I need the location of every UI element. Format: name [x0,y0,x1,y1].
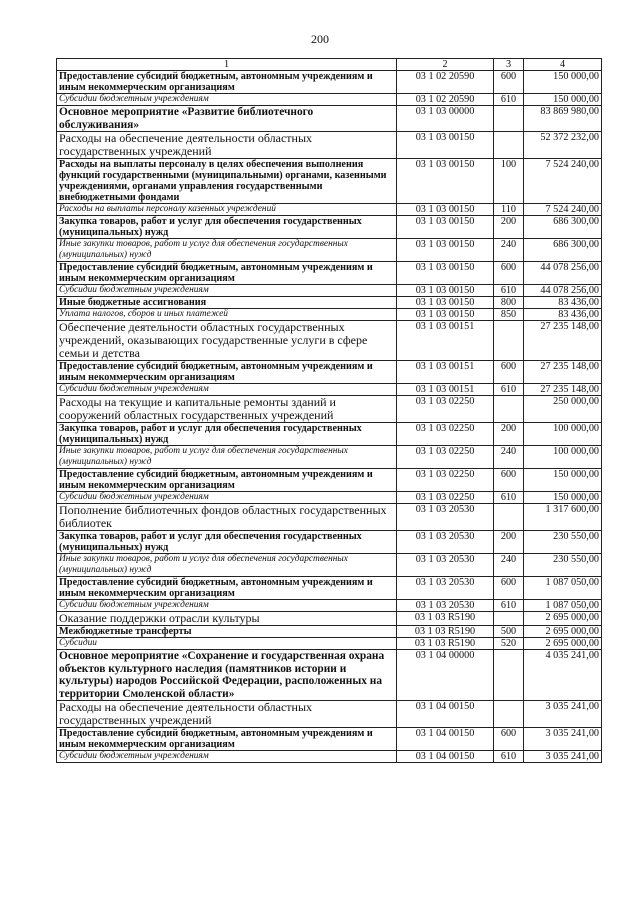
table-row [57,650,602,701]
table-row [57,285,602,297]
table-row [57,159,602,204]
row-amount-cell: 3 035 241,00 [524,751,602,763]
table-row [57,423,602,446]
header-cell-name: 1 [57,59,397,71]
row-code-cell: 03 1 03 20530 [397,577,494,600]
row-code-cell: 03 1 03 00150 [397,309,494,321]
row-vr-cell [494,701,524,728]
row-code-cell: 03 1 03 00151 [397,384,494,396]
row-amount-cell: 100 000,00 [524,446,602,469]
row-amount-cell: 686 300,00 [524,239,602,262]
row-name-cell: Закупка товаров, работ и услуг для обеспечения государственных (муниципальных) нужд [57,423,397,446]
row-vr-cell: 610 [494,285,524,297]
row-vr-cell: 610 [494,600,524,612]
row-code-cell: 03 1 02 20590 [397,71,494,94]
page-number: 200 [311,32,329,46]
table-row [57,204,602,216]
row-amount-cell: 27 235 148,00 [524,361,602,384]
row-amount-cell: 2 695 000,00 [524,638,602,650]
row-amount-cell: 44 078 256,00 [524,285,602,297]
row-name-cell: Межбюджетные трансферты [57,626,397,638]
row-amount-cell: 1 317 600,00 [524,504,602,531]
row-name-cell: Субсидии бюджетным учреждениям [57,600,397,612]
row-vr-cell: 100 [494,159,524,204]
header-cell-code: 2 [397,59,494,71]
row-name-cell: Субсидии бюджетным учреждениям [57,751,397,763]
row-code-cell: 03 1 03 20530 [397,531,494,554]
row-code-cell: 03 1 03 00000 [397,106,494,132]
row-amount-cell: 27 235 148,00 [524,321,602,361]
row-name-cell: Иные закупки товаров, работ и услуг для обеспечения государственных (муниципальных) нужд [57,554,397,577]
row-vr-cell: 200 [494,531,524,554]
row-code-cell: 03 1 03 R5190 [397,638,494,650]
row-name-cell: Уплата налогов, сборов и иных платежей [57,309,397,321]
row-code-cell: 03 1 03 02250 [397,492,494,504]
row-vr-cell: 600 [494,361,524,384]
row-code-cell: 03 1 03 R5190 [397,612,494,626]
row-name-cell: Предоставление субсидий бюджетным, автономным учреждениям и иным некоммерческим организациям [57,71,397,94]
row-vr-cell: 610 [494,384,524,396]
row-code-cell: 03 1 03 02250 [397,396,494,423]
row-amount-cell: 150 000,00 [524,94,602,106]
row-code-cell: 03 1 03 00150 [397,239,494,262]
row-code-cell: 03 1 04 00150 [397,728,494,751]
row-code-cell: 03 1 03 02250 [397,446,494,469]
row-vr-cell: 240 [494,239,524,262]
row-code-cell: 03 1 03 00151 [397,321,494,361]
row-code-cell: 03 1 03 00150 [397,132,494,159]
row-amount-cell: 83 436,00 [524,309,602,321]
table-row [57,554,602,577]
row-vr-cell [494,396,524,423]
table-row [57,492,602,504]
row-name-cell: Предоставление субсидий бюджетным, автономным учреждениям и иным некоммерческим организациям [57,469,397,492]
table-row [57,638,602,650]
row-amount-cell: 230 550,00 [524,531,602,554]
table-row [57,600,602,612]
row-name-cell: Расходы на выплаты персоналу казенных учреждений [57,204,397,216]
row-amount-cell: 52 372 232,00 [524,132,602,159]
row-code-cell: 03 1 04 00150 [397,751,494,763]
row-code-cell: 03 1 03 00150 [397,262,494,285]
row-code-cell: 03 1 03 00151 [397,361,494,384]
row-amount-cell: 7 524 240,00 [524,159,602,204]
row-vr-cell: 240 [494,554,524,577]
row-code-cell: 03 1 04 00000 [397,650,494,701]
row-amount-cell: 2 695 000,00 [524,612,602,626]
row-amount-cell: 2 695 000,00 [524,626,602,638]
row-name-cell: Предоставление субсидий бюджетным, автономным учреждениям и иным некоммерческим организациям [57,728,397,751]
row-name-cell: Обеспечение деятельности областных государственных учреждений, оказывающих государственные услуги в сфере семьи и детства [57,321,397,361]
row-name-cell: Основное мероприятие «Развитие библиотечного обслуживания» [57,106,397,132]
table-row [57,321,602,361]
row-amount-cell: 686 300,00 [524,216,602,239]
row-name-cell: Предоставление субсидий бюджетным, автономным учреждениям и иным некоммерческим организациям [57,577,397,600]
row-vr-cell [494,132,524,159]
row-code-cell: 03 1 03 00150 [397,159,494,204]
row-name-cell: Предоставление субсидий бюджетным, автономным учреждениям и иным некоммерческим организациям [57,262,397,285]
row-vr-cell: 600 [494,469,524,492]
row-code-cell: 03 1 03 00150 [397,285,494,297]
row-vr-cell: 520 [494,638,524,650]
row-amount-cell: 4 035 241,00 [524,650,602,701]
row-name-cell: Предоставление субсидий бюджетным, автономным учреждениям и иным некоммерческим организациям [57,361,397,384]
row-name-cell: Оказание поддержки отрасли культуры [57,612,397,626]
table-row [57,396,602,423]
row-code-cell: 03 1 03 02250 [397,423,494,446]
header-cell-vr: 3 [494,59,524,71]
row-code-cell: 03 1 03 20530 [397,600,494,612]
row-amount-cell: 230 550,00 [524,554,602,577]
row-name-cell: Субсидии бюджетным учреждениям [57,285,397,297]
table-row [57,384,602,396]
row-vr-cell: 600 [494,577,524,600]
row-vr-cell [494,106,524,132]
row-vr-cell: 800 [494,297,524,309]
table-row [57,612,602,626]
row-amount-cell: 83 869 980,00 [524,106,602,132]
row-code-cell: 03 1 02 20590 [397,94,494,106]
row-vr-cell: 600 [494,71,524,94]
header-cell-amount: 4 [524,59,602,71]
row-amount-cell: 1 087 050,00 [524,577,602,600]
table-row [57,216,602,239]
table-row [57,577,602,600]
row-name-cell: Субсидии бюджетным учреждениям [57,492,397,504]
row-name-cell: Расходы на выплаты персоналу в целях обеспечения выполнения функций государственными (муниципальными) органами, казенными учреждениями, органами управления государственными внебюджетными фондами [57,159,397,204]
table-row [57,239,602,262]
table-row [57,361,602,384]
row-amount-cell: 1 087 050,00 [524,600,602,612]
row-name-cell: Иные закупки товаров, работ и услуг для обеспечения государственных (муниципальных) нужд [57,239,397,262]
row-amount-cell: 83 436,00 [524,297,602,309]
table-row [57,446,602,469]
row-amount-cell: 100 000,00 [524,423,602,446]
row-vr-cell: 600 [494,262,524,285]
row-name-cell: Основное мероприятие «Сохранение и государственная охрана объектов культурного наследия (памятников истории и культуры) народов Российской Федерации, расположенных на территории Смоленской области» [57,650,397,701]
row-name-cell: Расходы на обеспечение деятельности областных государственных учреждений [57,701,397,728]
row-vr-cell: 600 [494,728,524,751]
row-vr-cell: 110 [494,204,524,216]
row-vr-cell: 610 [494,94,524,106]
row-vr-cell [494,650,524,701]
row-amount-cell: 27 235 148,00 [524,384,602,396]
row-vr-cell: 200 [494,423,524,446]
row-name-cell: Субсидии бюджетным учреждениям [57,94,397,106]
table-header-row [57,59,602,71]
row-code-cell: 03 1 03 00150 [397,216,494,239]
row-name-cell: Закупка товаров, работ и услуг для обеспечения государственных (муниципальных) нужд [57,531,397,554]
row-amount-cell: 7 524 240,00 [524,204,602,216]
budget-table [56,58,602,763]
row-vr-cell [494,612,524,626]
row-name-cell: Иные бюджетные ассигнования [57,297,397,309]
row-amount-cell: 250 000,00 [524,396,602,423]
row-code-cell: 03 1 03 02250 [397,469,494,492]
table-row [57,751,602,763]
row-code-cell: 03 1 04 00150 [397,701,494,728]
table-row [57,309,602,321]
row-code-cell: 03 1 03 20530 [397,504,494,531]
row-name-cell: Субсидии бюджетным учреждениям [57,384,397,396]
table-row [57,94,602,106]
table-row [57,626,602,638]
table-row [57,469,602,492]
row-name-cell: Расходы на обеспечение деятельности областных государственных учреждений [57,132,397,159]
row-amount-cell: 150 000,00 [524,492,602,504]
row-vr-cell [494,504,524,531]
row-amount-cell: 3 035 241,00 [524,728,602,751]
row-vr-cell: 850 [494,309,524,321]
row-name-cell: Субсидии [57,638,397,650]
row-vr-cell [494,321,524,361]
table-row [57,504,602,531]
row-amount-cell: 150 000,00 [524,71,602,94]
row-amount-cell: 44 078 256,00 [524,262,602,285]
row-vr-cell: 200 [494,216,524,239]
row-name-cell: Расходы на текущие и капитальные ремонты зданий и сооружений областных государственных учреждений [57,396,397,423]
row-amount-cell: 150 000,00 [524,469,602,492]
table-row [57,701,602,728]
table-row [57,531,602,554]
row-code-cell: 03 1 03 20530 [397,554,494,577]
row-name-cell: Пополнение библиотечных фондов областных государственных библиотек [57,504,397,531]
row-vr-cell: 610 [494,751,524,763]
row-name-cell: Иные закупки товаров, работ и услуг для обеспечения государственных (муниципальных) нужд [57,446,397,469]
table-row [57,297,602,309]
row-code-cell: 03 1 03 00150 [397,297,494,309]
table-row [57,106,602,132]
row-vr-cell: 240 [494,446,524,469]
row-code-cell: 03 1 03 R5190 [397,626,494,638]
row-amount-cell: 3 035 241,00 [524,701,602,728]
table-row [57,262,602,285]
table-row [57,132,602,159]
table-row [57,728,602,751]
row-name-cell: Закупка товаров, работ и услуг для обеспечения государственных (муниципальных) нужд [57,216,397,239]
row-code-cell: 03 1 03 00150 [397,204,494,216]
table-row [57,71,602,94]
row-vr-cell: 500 [494,626,524,638]
row-vr-cell: 610 [494,492,524,504]
